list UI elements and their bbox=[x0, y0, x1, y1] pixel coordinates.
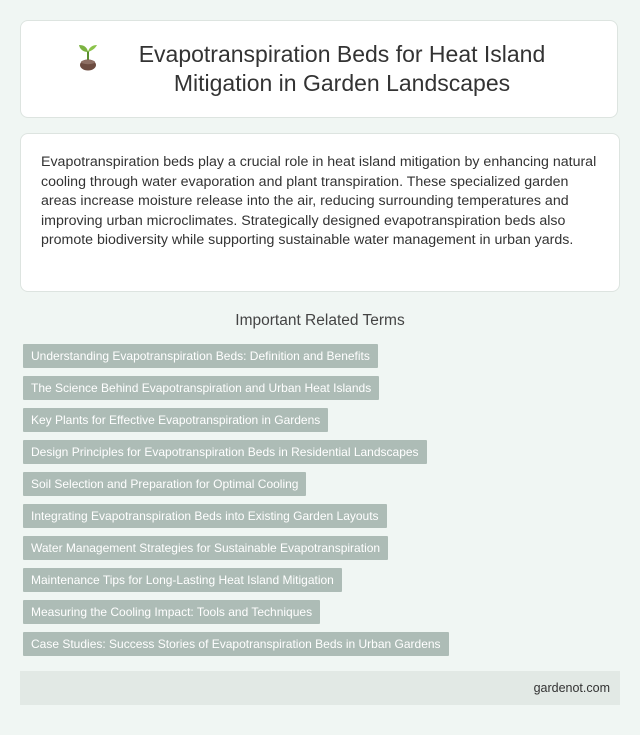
footer bbox=[20, 671, 620, 705]
related-term-tag[interactable]: Understanding Evapotranspiration Beds: Definition and Benefits bbox=[23, 344, 378, 368]
related-term-tag[interactable]: Measuring the Cooling Impact: Tools and Techniques bbox=[23, 600, 320, 624]
related-term-tag[interactable]: Case Studies: Success Stories of Evapotranspiration Beds in Urban Gardens bbox=[23, 632, 449, 656]
related-terms-heading: Important Related Terms bbox=[235, 312, 405, 329]
description-text: Evapotranspiration beds play a crucial role in heat island mitigation by enhancing natural cooling through water evaporation and plant transpiration. These specialized garden areas increase moisture release into the air, reducing surrounding temperatures and improving urban microclimates. Strategically designed evapotranspiration beds also promote biodiversity while supporting sustainable water management in urban yards. bbox=[41, 154, 597, 248]
related-term-tag[interactable]: Design Principles for Evapotranspiration Beds in Residential Landscapes bbox=[23, 440, 427, 464]
page-title: Evapotranspiration Beds for Heat Island Mitigation in Garden Landscapes bbox=[138, 41, 546, 96]
title-card bbox=[20, 20, 618, 118]
description-card bbox=[20, 133, 620, 292]
related-term-tag[interactable]: Key Plants for Effective Evapotranspiration in Gardens bbox=[23, 408, 328, 432]
related-term-tag[interactable]: Maintenance Tips for Long-Lasting Heat Island Mitigation bbox=[23, 568, 342, 592]
related-term-tag[interactable]: Water Management Strategies for Sustainable Evapotranspiration bbox=[23, 536, 388, 560]
related-terms-list bbox=[23, 344, 449, 664]
footer-site-link[interactable]: gardenot.com bbox=[533, 681, 610, 695]
seedling-icon bbox=[76, 41, 100, 71]
title-row bbox=[21, 40, 617, 98]
related-term-tag[interactable]: Soil Selection and Preparation for Optimal Cooling bbox=[23, 472, 306, 496]
related-term-tag[interactable]: Integrating Evapotranspiration Beds into Existing Garden Layouts bbox=[23, 504, 387, 528]
related-term-tag[interactable]: The Science Behind Evapotranspiration and Urban Heat Islands bbox=[23, 376, 379, 400]
